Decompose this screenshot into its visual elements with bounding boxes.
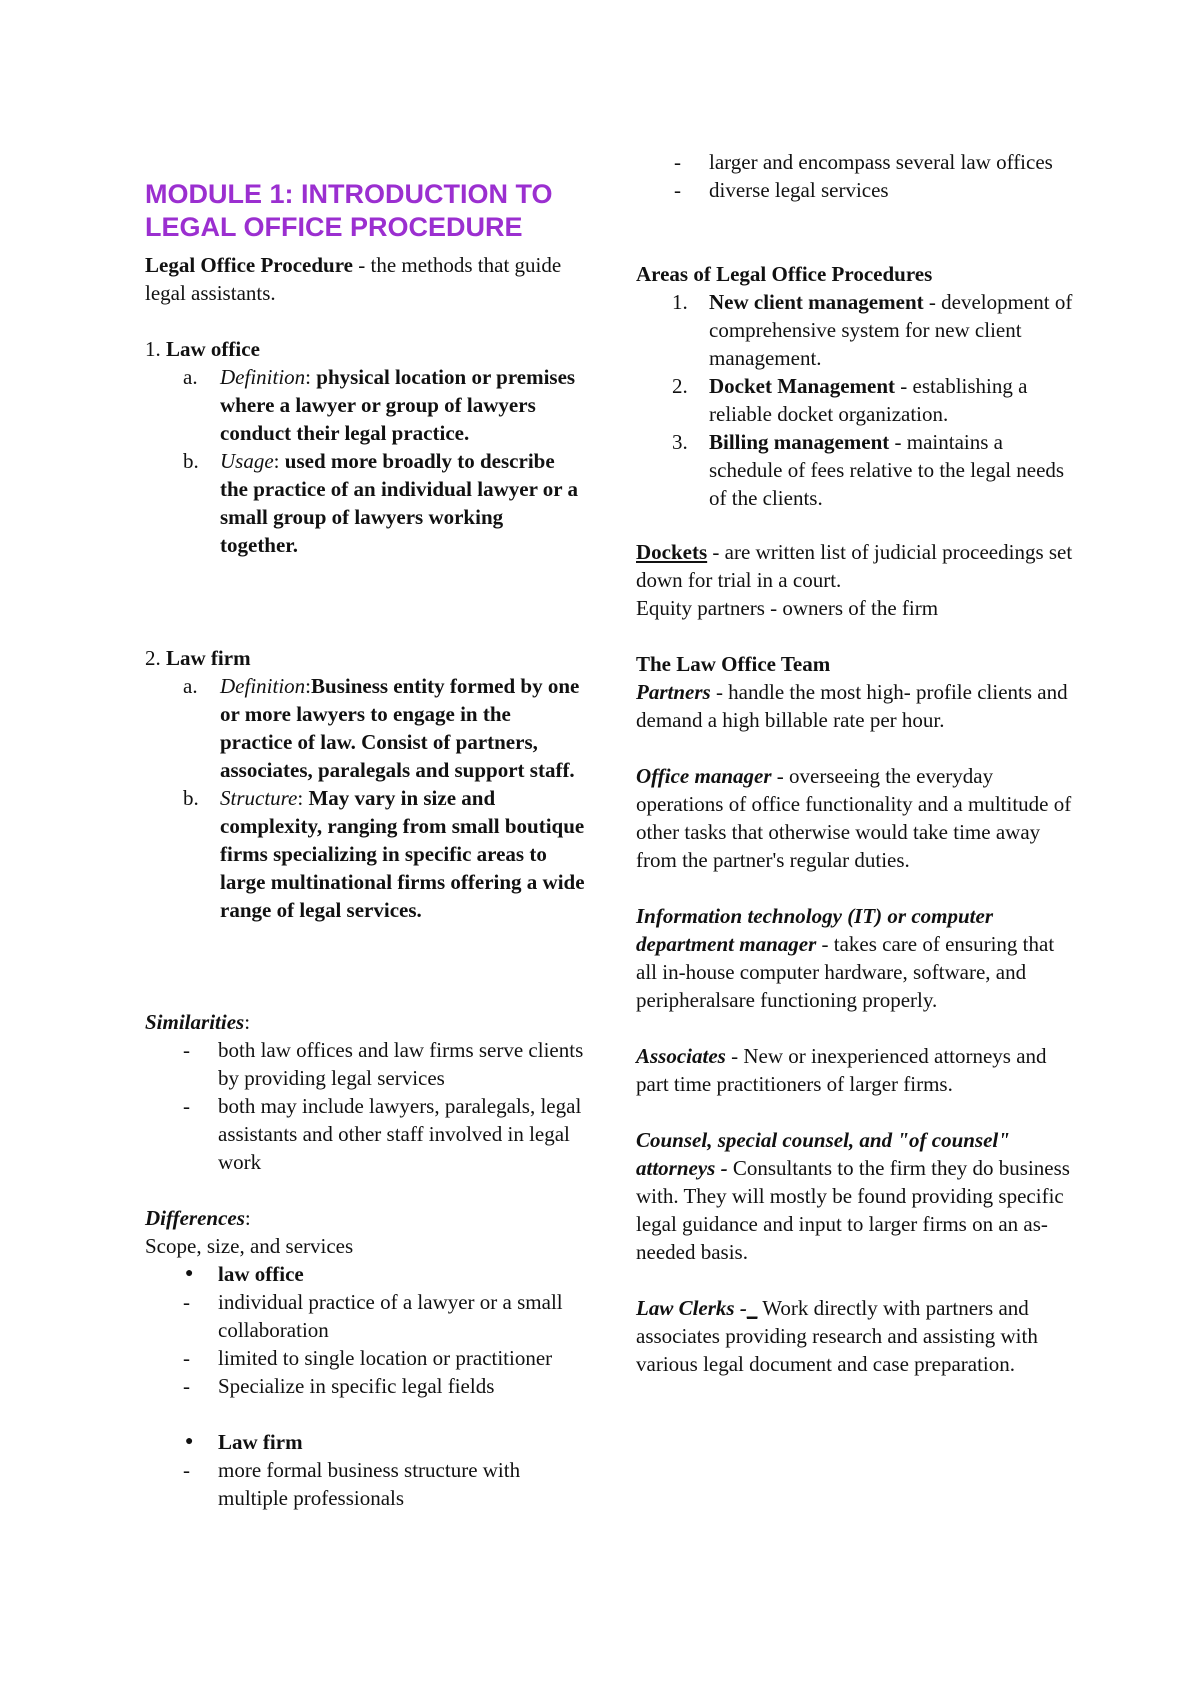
law-firm-definition: a. Definition:Business entity formed by one or more lawyers to engage in the practice of law. Consist of partners, associates, paralegals and support staff.: [183, 674, 580, 782]
list-item: - individual practice of a lawyer or a small collaboration: [183, 1290, 563, 1342]
list-item: 2. Docket Management - establishing a reliable docket organization.: [672, 374, 1028, 426]
areas-heading: Areas of Legal Office Procedures: [636, 262, 933, 286]
list-item: - both may include lawyers, paralegals, legal assistants and other staff involved in legal work: [183, 1094, 582, 1174]
law-firm-structure: b. Structure: May vary in size and complexity, ranging from small boutique firms specializing in specific areas to large multinational firms offering a wide range of legal services.: [183, 786, 585, 922]
team-it-manager: Information technology (IT) or computer department manager - takes care of ensuring that all in-house computer hardware, software, and peripheralsare functioning properly.: [636, 904, 1055, 1012]
law-firm-structure-text: May vary in size and complexity, ranging from small boutique firms specializing in specific areas to large multinational firms offering a wide range of legal services.: [220, 786, 585, 922]
areas-section: [636, 260, 1076, 512]
law-office-section: [145, 335, 585, 559]
equity-partners: Equity partners - owners of the firm: [636, 596, 939, 620]
similarities-heading: Similarities: [145, 1010, 245, 1034]
intro-term: Legal Office Procedure: [145, 253, 353, 277]
law-office-number: 1.: [145, 337, 161, 361]
differences-subtitle: Scope, size, and services: [145, 1234, 354, 1258]
law-office-definition-label: Definition: [220, 365, 306, 389]
dockets-term: Dockets: [636, 540, 708, 564]
law-office-usage-text: used more broadly to describe the practice of an individual lawyer or a small group of lawyers working together.: [220, 449, 578, 557]
bullet-icon: ●: [185, 1434, 194, 1449]
list-item: - both law offices and law firms serve clients by providing legal services: [183, 1038, 584, 1090]
law-firm-definition-text: Business entity formed by one or more lawyers to engage in the practice of law. Consist of partners, associates, paralegals and support staff.: [220, 674, 580, 782]
law-firm-number: 2.: [145, 646, 161, 670]
list-item: - diverse legal services: [674, 178, 889, 202]
intro-text: - the methods that guide legal assistants.: [145, 253, 562, 305]
differences-section: Differences: Scope, size, and services ● law office - individual practice of a lawyer or a small collaboration - limited to single location or practitioner - Specialize in specific legal fields ● Law firm - more formal business structure with multiple professionals: [145, 1204, 585, 1512]
law-office-definition: a. Definition: physical location or premises where a lawyer or group of lawyers conduct their legal practice.: [183, 365, 576, 445]
dockets-section: Dockets - are written list of judicial proceedings set down for trial in a court. Equity partners - owners of the firm: [636, 538, 1076, 622]
team-office-manager: Office manager - overseeing the everyday operations of office functionality and a multitude of other tasks that otherwise would take time away from the partner's regular duties.: [636, 764, 1072, 872]
law-office-heading: Law office: [166, 337, 260, 361]
team-partners: Partners - handle the most high- profile clients and demand a high billable rate per hour.: [636, 680, 1068, 732]
bullet-icon: ●: [185, 1266, 194, 1281]
team-associates: Associates - New or inexperienced attorneys and part time practitioners of larger firms.: [636, 1044, 1047, 1096]
list-item: - limited to single location or practitioner: [183, 1346, 553, 1370]
law-office-definition-text: physical location or premises where a lawyer or group of lawyers conduct their legal practice.: [220, 365, 576, 445]
law-firm-section: [145, 644, 585, 924]
page-title: MODULE 1: INTRODUCTION TO LEGAL OFFICE PROCEDURE: [145, 179, 553, 242]
team-counsel: Counsel, special counsel, and "of counsel" attorneys - Consultants to the firm they do business with. They will mostly be found providing specific legal guidance and input to larger firms on an as-needed basis.: [636, 1128, 1070, 1264]
list-item: - Specialize in specific legal fields: [183, 1374, 495, 1398]
law-firm-definition-label: Definition: [220, 674, 306, 698]
law-firm-structure-label: Structure: [220, 786, 298, 810]
differences-heading: Differences: [145, 1206, 245, 1230]
law-firm-continued: [636, 148, 1076, 204]
law-office-usage: b. Usage: used more broadly to describe the practice of an individual lawyer or a small group of lawyers working together.: [183, 449, 578, 557]
team-heading: The Law Office Team: [636, 652, 831, 676]
similarities-section: Similarities: - both law offices and law firms serve clients by providing legal services - both may include lawyers, paralegals, legal assistants and other staff involved in legal work: [145, 1010, 584, 1174]
list-item: - larger and encompass several law offices: [674, 150, 1053, 174]
team-section: [636, 650, 1076, 1378]
law-office-bullet: ● law office: [185, 1262, 304, 1286]
list-item: - more formal business structure with multiple professionals: [183, 1458, 521, 1510]
law-firm-bullet: ● Law firm: [185, 1430, 303, 1454]
intro-definition: [145, 251, 585, 307]
list-item: 3. Billing management - maintains a schedule of fees relative to the legal needs of the clients.: [672, 430, 1065, 510]
law-firm-heading: Law firm: [166, 646, 251, 670]
law-office-usage-label: Usage: [220, 449, 274, 473]
team-law-clerks: Law Clerks -_ Work directly with partners and associates providing research and assisting with various legal document and case preparation.: [636, 1296, 1038, 1376]
list-item: 1. New client management - development of comprehensive system for new client management.: [672, 290, 1073, 370]
